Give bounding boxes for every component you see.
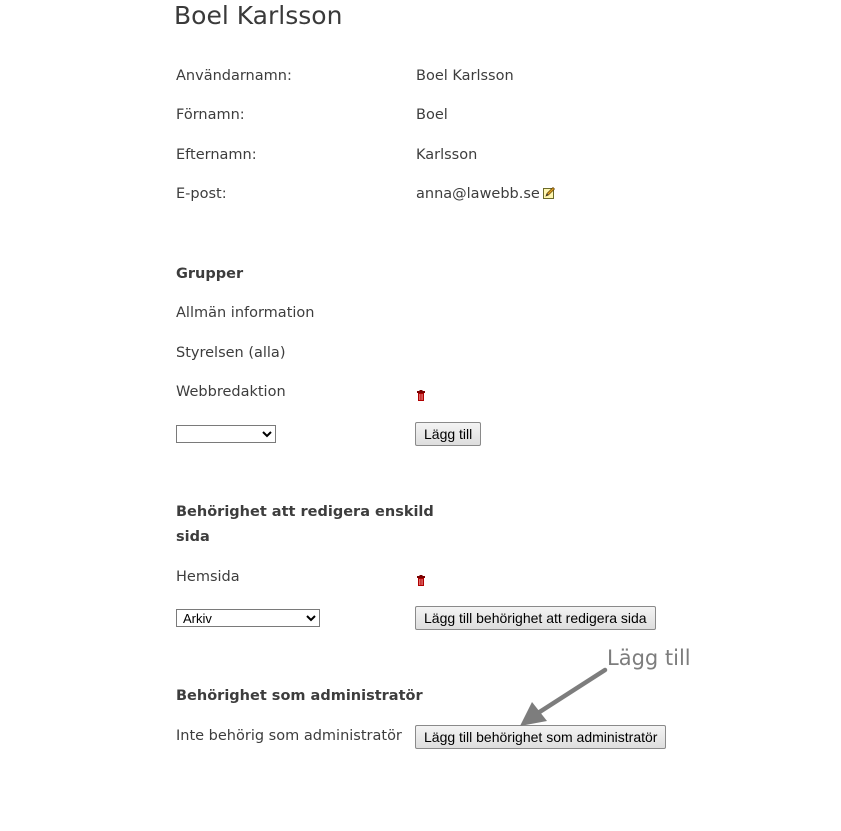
page-title: Boel Karlsson — [174, 1, 343, 30]
page-select[interactable] — [176, 609, 320, 627]
annotation-label: Lägg till — [607, 646, 691, 670]
trash-icon[interactable] — [416, 574, 426, 590]
firstname-value: Boel — [416, 107, 448, 123]
add-group-button[interactable]: Lägg till — [415, 422, 481, 446]
lastname-label: Efternamn: — [176, 147, 257, 163]
email-value: anna@lawebb.se — [416, 186, 540, 202]
group-item: Allmän information — [176, 305, 315, 321]
lastname-value: Karlsson — [416, 147, 478, 163]
groups-heading: Grupper — [176, 266, 244, 282]
edit-icon[interactable] — [543, 187, 555, 199]
annotation-arrow-icon — [510, 665, 610, 730]
firstname-label: Förnamn: — [176, 107, 245, 123]
admin-status: Inte behörig som administratör — [176, 728, 402, 744]
group-item: Webbredaktion — [176, 384, 286, 400]
page-permission-heading-line1: Behörighet att redigera enskild — [176, 504, 434, 520]
admin-heading: Behörighet som administratör — [176, 688, 423, 704]
page-permission-heading-line2: sida — [176, 529, 210, 545]
page-permission-item: Hemsida — [176, 569, 240, 585]
email-row — [416, 186, 555, 202]
add-page-permission-button[interactable]: Lägg till behörighet att redigera sida — [415, 606, 656, 630]
group-item: Styrelsen (alla) — [176, 345, 286, 361]
username-label: Användarnamn: — [176, 68, 292, 84]
trash-icon[interactable] — [416, 389, 426, 405]
email-label: E-post: — [176, 186, 227, 202]
group-select[interactable] — [176, 425, 276, 443]
add-admin-button[interactable]: Lägg till behörighet som administratör — [415, 725, 666, 749]
username-value: Boel Karlsson — [416, 68, 514, 84]
